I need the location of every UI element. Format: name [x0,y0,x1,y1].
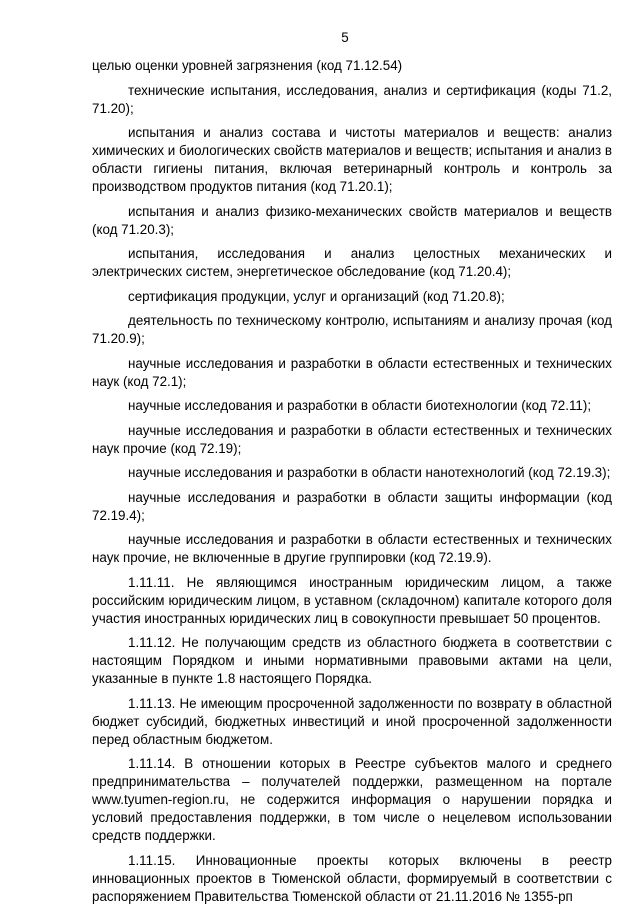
paragraph: научные исследования и разработки в области естественных и технических наук (код 72.1); [92,355,612,389]
paragraph: 1.11.11. Не являющимся иностранным юридическим лицом, а также российским юридическим лицом, в уставном (складочном) капитале которого доля участия иностранных юридических лиц в совокупности превышает 50 процентов. [92,574,612,626]
paragraph: 1.11.14. В отношении которых в Реестре субъектов малого и среднего предпринимательства – получателей поддержки, размещенном на портале www.tyumen-region.ru, не содержится информация о нарушении порядка и условий предоставления поддержки, в том числе о нецелевом использовании средств поддержки. [92,756,612,843]
paragraph: научные исследования и разработки в области естественных и технических наук прочие, не включенные в другие группировки (код 72.19.9). [92,532,612,565]
paragraph: деятельность по техническому контролю, испытаниям и анализу прочая (код 71.20.9); [92,313,612,346]
paragraph: испытания и анализ состава и чистоты материалов и веществ: анализ химических и биологических свойств материалов и веществ; испытания и анализ в области гигиены питания, включая ветеринарный контроль и контроль за производством продуктов питания (код 71.20.1); [92,125,612,194]
paragraph: научные исследования и разработки в области защиты информации (код 72.19.4); [92,489,612,523]
paragraph: 1.11.12. Не получающим средств из областного бюджета в соответствии с настоящим Порядком и иными нормативными правовыми актами на цели, указанные в пункте 1.8 настоящего Порядка. [92,635,612,686]
paragraph: научные исследования и разработки в области естественных и технических наук прочие (код 72.19); [92,422,612,456]
paragraph: испытания, исследования и анализ целостных механических и электрических систем, энергетическое обследование (код 71.20.4); [92,246,612,279]
paragraph: технические испытания, исследования, анализ и сертификация (коды 71.2, 71.20); [92,82,612,116]
paragraph: 1.11.15. Инновационные проекты которых включены в реестр инновационных проектов в Тюменской области, формируемый в соответствии с распоряжением Правительства Тюменской области от 21.11.2016 № 1355-рп [92,852,612,904]
paragraph: научные исследования и разработки в области нанотехнологий (код 72.19.3); [128,465,611,480]
paragraph: научные исследования и разработки в области биотехнологии (код 72.11); [128,398,592,413]
page-number: 5 [341,30,349,45]
paragraph: целью оценки уровней загрязнения (код 71.12.54) [92,58,403,73]
paragraph: сертификация продукции, услуг и организаций (код 71.20.8); [128,288,505,304]
paragraph: 1.11.13. Не имеющим просроченной задолженности по возврату в областной бюджет субсидий, бюджетных инвестиций и иной просроченной задолженности перед областным бюджетом. [92,695,612,747]
paragraph: испытания и анализ физико-механических свойств материалов и веществ (код 71.20.3); [92,203,612,237]
